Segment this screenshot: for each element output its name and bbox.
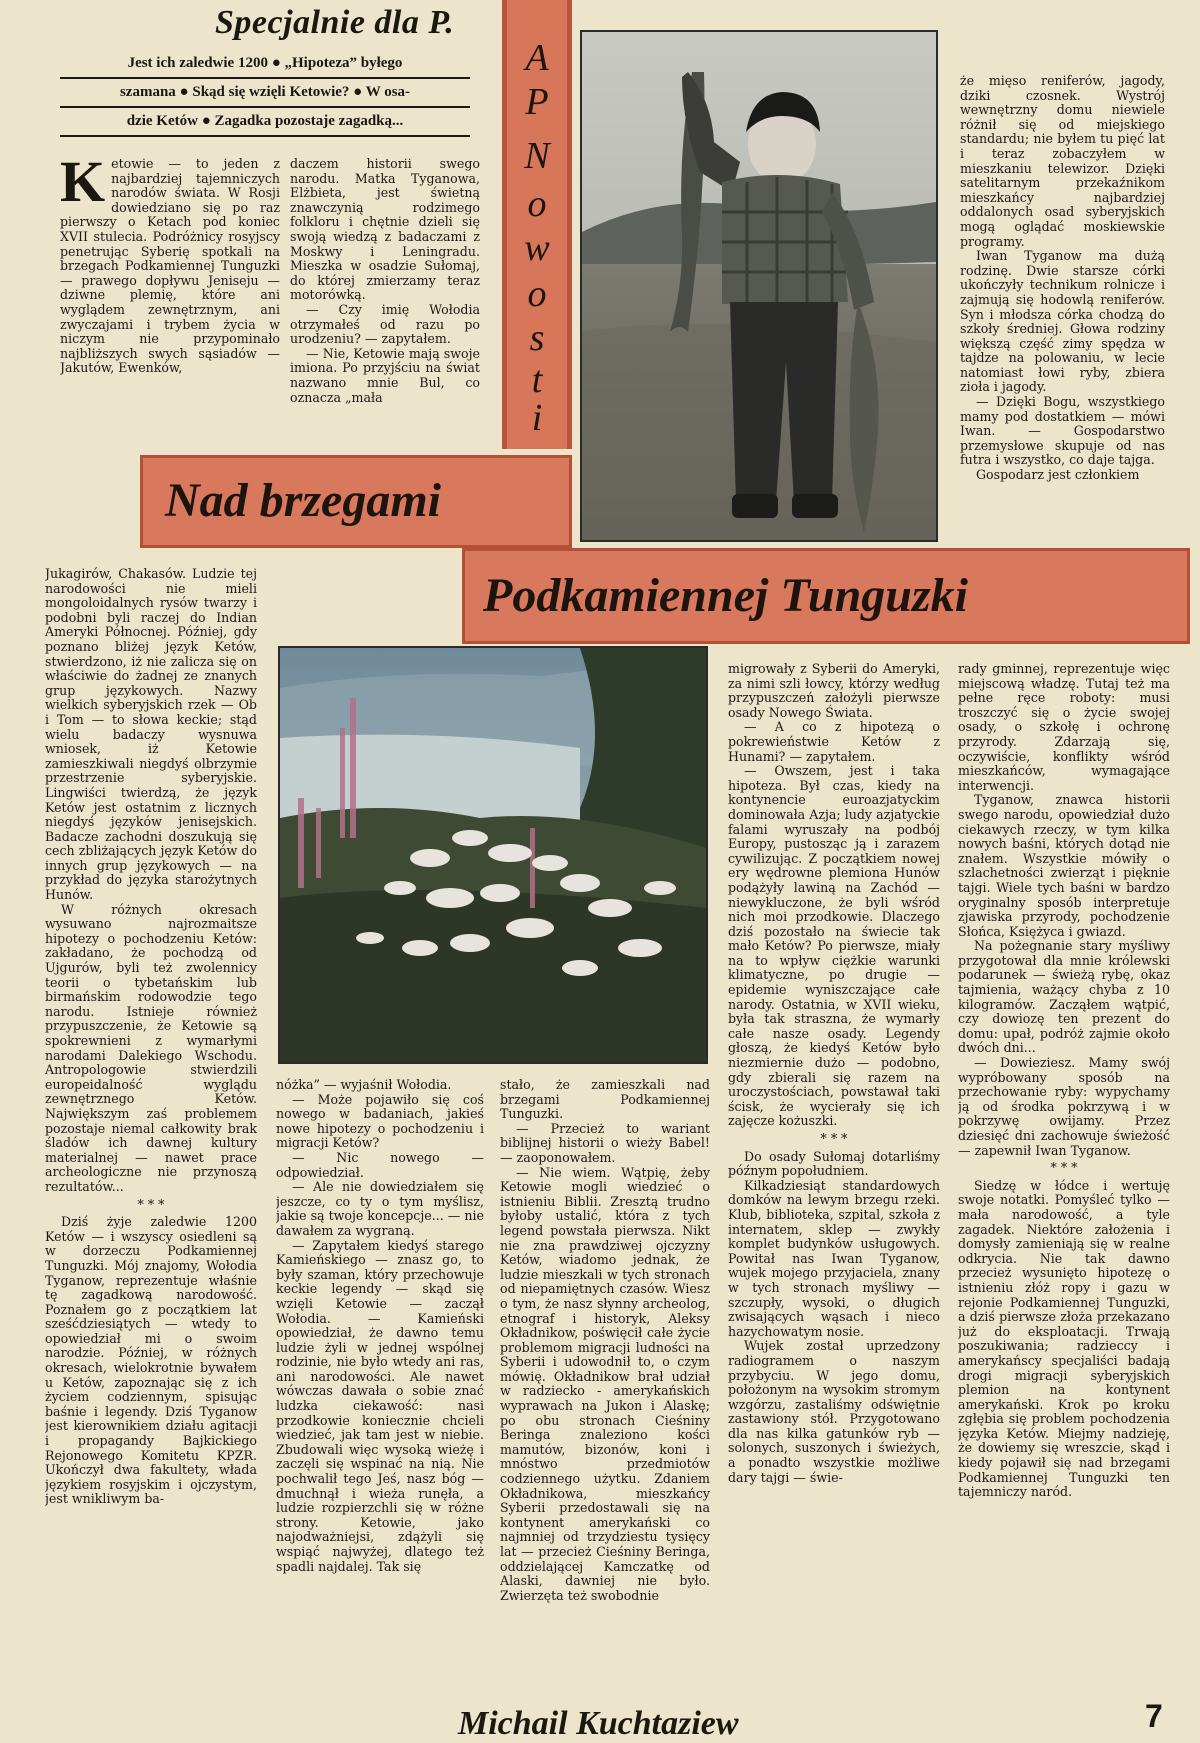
paragraph: nóżka” — wyjaśnił Wołodia. xyxy=(276,1078,452,1092)
paragraph: etowie — to jeden z najbardziej tajemniczych narodów świata. W Rosji dowiedziano się po raz pierwszy o Ketach pod koniec XVII stulecia. Podróżnicy rosyjscy penetrując Syberię spotkali na brzegach Podkamiennej Tunguzki — prawego dopływu Jeniseju — dziwne plemię, które ani wyglądem zewnętrznym, ani zwyczajami i trybem życia w niczym nie przypominało najbliższych swych sąsiadów — Jakutów, Ewenków, xyxy=(60,157,280,376)
paragraph: — Dzięki Bogu, wszystkiego mamy pod dostatkiem — mówi Iwan. — Gospodarstwo przemysłowe skupuje od nas futra i wszystko, co daje tajga. xyxy=(960,394,1165,468)
column-4 xyxy=(45,567,257,1700)
paragraph: — A co z hipotezą o pokrewieństwie Ketów z Hunami? — zapytałem. xyxy=(728,719,940,764)
paragraph: — Ale nie dowiedziałem się jeszcze, co ty o tym myślisz, jakie są twoje koncepcje... — nie dawałem za wygraną. xyxy=(276,1179,484,1238)
banner-letter: N xyxy=(524,135,550,177)
paragraph: Jukagirów, Chakasów. Ludzie tej narodowości nie mieli mongoloidalnych rysów twarzy i podobni byli raczej do Indian Ameryki Północnej. Później, gdy poznano bliżej język Ketów, stwierdzono, iż nie zalicza się on właściwie do żadnej ze znanych grup językowych. Nazwy wielkich syberyjskich rzek — Ob i Tom — to słowa keckie; stąd wielu badaczy wysnuwa wniosek, iż Ketowie zamieszkiwali niegdyś olbrzymie przestrzenie syberyjskie. Lingwiści twierdzą, że język Ketów jest ostatnim z licznych niegdyś języków jenisejskich. Badacze zachodni doszukują się cech zbliżających język Ketów do innych grup językowych — na przykład do języka starożytnych Hunów. xyxy=(45,567,257,903)
column-3 xyxy=(960,74,1165,522)
banner-letter: A xyxy=(525,37,549,79)
teaser-line: szamana ● Skąd się wzięli Ketowie? ● W osa- xyxy=(60,79,470,108)
teaser-line: Jest ich zaledwie 1200 ● „Hipoteza” byłego xyxy=(60,50,470,79)
paragraph: — Nie wiem. Wątpię, żeby Ketowie mogli wiedzieć o istnieniu Biblii. Zresztą trudno byłoby ustalić, która z tych legend powstała pierwsza. Nikt nie zna prawdziwej ojczyzny Ketów, wiadomo jednak, że ludzie mieszkali w tych stronach od niepamiętnych czasów. Wiesz o tym, że nasz słynny archeolog, etnograf i historyk, Aleksy Okładnikow, poświęcił całe życie problemom migracji ludności na Syberii i udowodnił to, o czym mówię. Okładnikow brał udział w radziecko - amerykańskich wyprawach na Jukon i Alaskę; po obu stronach Cieśniny Beringa znaleziono kości mamutów, bizonów, koni i mnóstwo przedmiotów codziennego użytku. Zdaniem Okładnikowa, mieszkańcy Syberii przedostawali się na kontynent amerykański co najmniej od trzydziestu tysięcy lat — przecież Cieśniny Beringa, oddzielającej Kamczatkę od Alaski, dawniej nie było. Zwierzęta też swobodnie xyxy=(500,1164,710,1603)
paragraph: Na pożegnanie stary myśliwy przygotował dla mnie królewski podarunek — świeżą rybę, okaz tajmienia, ważący chyba z 10 kilogramów. Zacząłem wątpić, czy dowiozę ten prezent do domu: upał, podróż zajmie około dwóch dni... xyxy=(958,938,1170,1056)
column-6 xyxy=(500,1078,710,1700)
paragraph: — Nic nowego — odpowiedział. xyxy=(276,1149,484,1180)
photo-man-with-fish-image xyxy=(582,32,936,540)
paragraph: Gospodarz jest członkiem xyxy=(976,467,1140,483)
paragraph: rady gminnej, reprezentuje więc miejscową władzę. Tutaj też ma pełne ręce roboty: musi troszczyć się o życie swojej osady, o szkołę i ochronę przyrody. Zdarzają się, oczywiście, konflikty wśród mieszkańców, wymagające interwencji. xyxy=(958,662,1170,793)
paragraph: — Zapytałem kiedyś starego Kamieńskiego — znasz go, to były szaman, który przechowuje keckie legendy — skąd się wzięli Ketowie — zaczął Wołodia. — Kamieński opowiedział, że dawno temu ludzie żyli w jednej wspólnej rodzinie, nie było wtedy ani ras, ani narodowości. Ale nawet wówczas dawała o sobie znać ludzka ciekawość: nasi przodkowie koniecznie chcieli wiedzieć, jak tam jest w niebie. Zbudowali więc wysoką wieżę i zaczęli się wspinać na nią. Nie pochwalił tego Jeś, nasz bóg — dmuchnął i wieża runęła, a ludzie rozpierzchli się w różne strony. Ketowie, jako najodważniejsi, zdążyli się wspiąć najwyżej, dlatego też spadli najdalej. Tak się xyxy=(276,1237,484,1574)
paragraph: — Nie, Ketowie mają swoje imiona. Po przyjściu na świat nazwano mnie Bul, co oznacza „mała xyxy=(290,345,480,405)
paragraph: Dziś żyje zaledwie 1200 Ketów — i wszyscy osiedleni są w dorzeczu Podkamiennej Tunguzki. Mój znajomy, Wołodia Tyganow, reprezentuje właśnie tę zagadkową narodowość. Poznałem go z początkiem lat sześćdziesiątych — wtedy to opowiedział mi o swoim narodzie. Później, w różnych okresach, wielokrotnie bywałem u Ketów, zapoznając się z ich życiem codziennym, spisując baśnie i legendy. Dziś Tyganow jest kierownikiem działu agitacji i propagandy Bajkickiego Rejonowego Komitetu KPZR. Ukończył dwa fakultety, włada językiem rosyjskim i ojczystym, jest wnikliwym ba- xyxy=(45,1214,257,1507)
banner-letter: P xyxy=(525,81,549,123)
paragraph: Kilkadziesiąt standardowych domków na lewym brzegu rzeki. Klub, biblioteka, szpital, szkoła z internatem, sklep — zwykły komplet budynków usługowych. Powitał nas Iwan Tyganow, wujek mojego przyjaciela, znany w tych stronach myśliwy — szczupły, wysoki, o długich zwisających wąsach i nieco hazychowatym nosie. xyxy=(728,1177,940,1339)
title-line-2: Podkamiennej Tunguzki xyxy=(462,548,1190,644)
banner-letter: o xyxy=(527,273,547,315)
banner-letter: w xyxy=(524,227,550,269)
photo-riverbank-image xyxy=(280,648,706,1062)
paragraph: Tyganow, znawca historii swego narodu, opowiedział dużo ciekawych rzeczy, w tym kilka nowych baśni, których dotąd nie znałem. Wszystkie mówiły o szlachetności zwierząt i pięknie tajgi. Wiele tych baśni w bardzo oryginalny sposób interpretuje zjawiska przyrody, pochodzenie Słońca, Księżyca i gwiazd. xyxy=(958,792,1170,939)
paragraph: Do osady Sułomaj dotarliśmy późnym popołudniem. xyxy=(728,1148,940,1179)
paragraph: — Czy imię Wołodia otrzymałeś od razu po urodzeniu? — zapytałem. xyxy=(290,301,480,347)
paragraph: — Owszem, jest i taka hipoteza. Był czas, kiedy na kontynencie euroazjatyckim dominowała Azja; ludy azjatyckie falami wyruszały na podbój Europy, pustosząc ją i zarazem cywilizując. Z początkiem nowej ery wędrowne plemiona Hunów podążyły lawiną na Zachód — niewykluczone, że byli wśród nich moi przodkowie. Dlaczego dziś pozostało na świecie tak mało Ketów? Po pierwsze, miały na to wpływ ciężkie warunki klimatyczne, po drugie — epidemie wyniszczające całe narody. Ostatnia, w XVII wieku, była tak straszna, że wymarły całe nasze osady. Legendy głoszą, że kiedyś Ketów było niezmiernie dużo — podobno, gdy zbierali się razem na uroczystościach, powstawał taki ścisk, że wycierały się ich zajęcze kożuszki. xyxy=(728,763,940,1129)
paragraph: — Dowieziesz. Mamy swój wypróbowany sposób na przechowanie ryby: wypychamy ją od środka pokrzywą i w pokrzywę owijamy. Przez dziesięć dni zachowuje świeżość — zapewnił Iwan Tyganow. xyxy=(958,1055,1170,1158)
paragraph: migrowały z Syberii do Ameryki, za nimi szli łowcy, którzy według przypuszczeń założyli pierwsze osady Nowego Świata. xyxy=(728,662,940,720)
banner-letter: t xyxy=(531,359,543,401)
teaser-line: dzie Ketów ● Zagadka pozostaje zagadką... xyxy=(60,108,470,137)
page-number: 7 xyxy=(1145,1698,1163,1734)
title-line-1: Nad brzegami xyxy=(140,455,572,548)
article-teaser xyxy=(60,50,470,137)
paragraph: W różnych okresach wysuwano najrozmaitsze hipotezy o pochodzeniu Ketów: zakładano, że pochodzą od Ujgurów, byli też zwolennicy teorii o tybetańskim lub birmańskim rodowodzie tego narodu. Istnieje również przypuszczenie, że Ketowie są spokrewnieni z wymarłymi narodami Dalekiego Wschodu. Antropologowie stwierdzili europeidalność wyglądu zewnętrznego Ketów. Największym zaś problemem pozostaje niemal całkowity brak śladów ich dawnej kultury materialnej — nawet prace archeologiczne nie przynoszą rezultatów... xyxy=(45,901,257,1194)
drop-cap: K xyxy=(60,157,106,214)
paragraph: Wujek został uprzedzony radiogramem o naszym przybyciu. W jego domu, położonym na wysokim stromym wzgórzu, zastaliśmy odświętnie zastawiony stół. Przygotowano dla nas kilka gatunków ryb — solonych, suszonych i świeżych, a ponadto wszystkie możliwe dary tajgi — świe- xyxy=(728,1338,940,1485)
paragraph: daczem historii swego narodu. Matka Tyganowa, Elżbieta, jest świetną znawczynią rodzimego folkloru i chętnie dzieli się swoją wiedzą z badaczami z Moskwy i Leningradu. Mieszka w osadzie Sułomaj, do której zmierzamy teraz motorówką. xyxy=(290,157,480,303)
section-label: Specjalnie dla P. xyxy=(215,4,455,41)
section-separator: * * * xyxy=(820,1131,848,1146)
paragraph: — Może pojawiło się coś nowego w badaniach, jakieś nowe hipotezy o pochodzeniu i migracji Ketów? xyxy=(276,1091,484,1151)
photo-man-with-fish xyxy=(580,30,938,542)
section-separator: * * * xyxy=(137,1196,165,1212)
photo-riverbank-wildflowers xyxy=(278,646,708,1064)
column-2 xyxy=(290,157,480,452)
paragraph: Iwan Tyganow ma dużą rodzinę. Dwie starsze córki ukończyły technikum rolnicze i zajmują się hodowlą reniferów. Syn i młodsza córka chodzą do szkoły średniej. Głowa rodziny większą część zimy spędza w tajdze na polowaniu, w lecie natomiast łowi ryby, zbiera zioła i jagody. xyxy=(960,248,1165,395)
paragraph: — Przecież to wariant biblijnej historii o wieży Babel! — zaoponowałem. xyxy=(500,1120,710,1165)
section-separator: * * * xyxy=(1050,1160,1078,1176)
column-5 xyxy=(276,1078,484,1700)
paragraph: Siedzę w łódce i wertuję swoje notatki. Pomyśleć tylko — mała narodowość, a tyle zagadek. Niektóre założenia i domysły zamieniają się w realne odkrycia. Nie tak dawno przecież wysunięto hipotezę o istnieniu złóż ropy i gazu w rejonie Podkamiennej Tunguzki, a dziś pierwsze złoża przekazano już do eksploatacji. Trwają poszukiwania; radzieccy i amerykańscy specjaliści badają drogi migracji syberyjskich plemion na kontynent amerykański. Krok po kroku zgłębia się problem pochodzenia języka Ketów. Miejmy nadzieję, że dowiemy się wreszcie, skąd i kiedy pojawił się nad brzegami Podkamiennej Tunguzki ten tajemniczy naród. xyxy=(958,1177,1170,1500)
banner-letter: i xyxy=(531,397,543,439)
banner-letter: s xyxy=(529,317,545,359)
column-7 xyxy=(728,662,940,1702)
column-8 xyxy=(958,662,1170,1702)
paragraph: że mięso reniferów, jagody, dziki czosnek. Wystrój wewnętrzny domu niewiele różnił się od miejskiego standardu; nie byłem tu pięć lat i teraz zobaczyłem w mieszkaniu telewizor. Dzięki satelitarnym przekaźnikom mieszkańcy najbardziej oddalonych osad syberyjskich mogą oglądać moskiewskie programy. xyxy=(960,74,1165,249)
column-1 xyxy=(60,157,280,452)
author-byline: Michail Kuchtaziew xyxy=(458,1705,739,1742)
banner-letter: o xyxy=(527,183,547,225)
vertical-banner xyxy=(502,0,572,449)
paragraph: stało, że zamieszkali nad brzegami Podkamiennej Tunguzki. xyxy=(500,1078,710,1122)
